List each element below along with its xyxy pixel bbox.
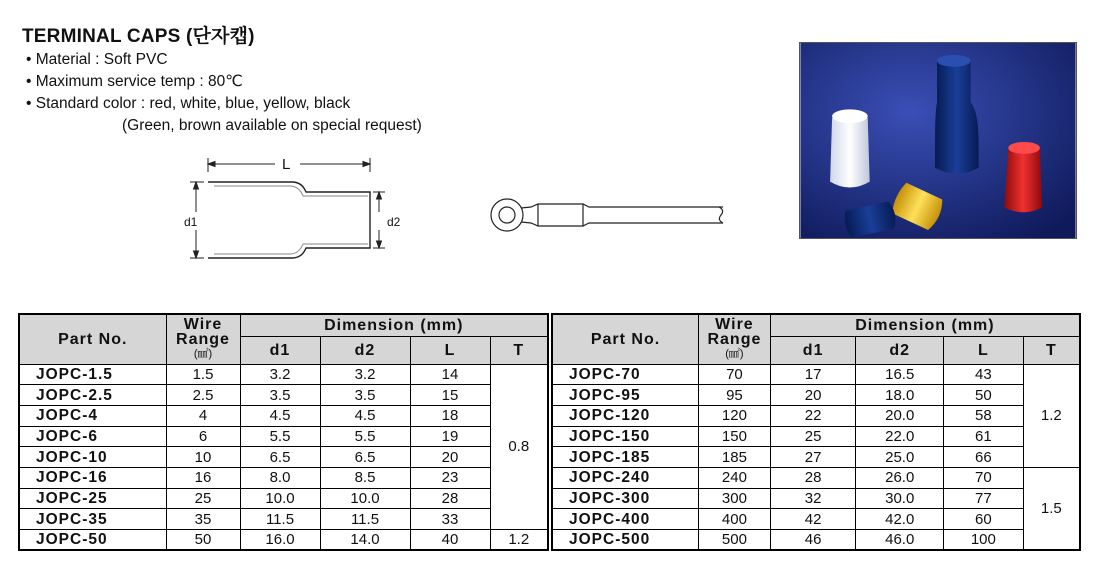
table-row bbox=[19, 488, 548, 509]
cell-d2: 22.0 bbox=[856, 426, 944, 447]
cell-range: 185 bbox=[698, 447, 770, 468]
cell-L: 43 bbox=[944, 364, 1024, 385]
spec-table-left bbox=[18, 313, 549, 551]
table-row bbox=[552, 530, 1080, 551]
header-dimension: Dimension (mm) bbox=[770, 314, 1080, 336]
spec-list bbox=[26, 49, 422, 137]
header-d2: d2 bbox=[320, 336, 410, 364]
label-L: L bbox=[282, 156, 291, 173]
product-photo bbox=[799, 42, 1077, 239]
table-row bbox=[552, 405, 1080, 426]
table-row bbox=[19, 467, 548, 488]
cell-range: 120 bbox=[698, 405, 770, 426]
cell-part: JOPC-400 bbox=[552, 509, 698, 530]
cell-d1: 11.5 bbox=[240, 509, 320, 530]
cell-d1: 8.0 bbox=[240, 467, 320, 488]
cell-d2: 10.0 bbox=[320, 488, 410, 509]
cell-T: 1.2 bbox=[1023, 364, 1080, 467]
cell-L: 77 bbox=[944, 488, 1024, 509]
cell-d1: 4.5 bbox=[240, 405, 320, 426]
spec-color: • Standard color : red, white, blue, yellow, black bbox=[26, 95, 351, 112]
cell-L: 33 bbox=[410, 509, 490, 530]
cell-part: JOPC-150 bbox=[552, 426, 698, 447]
header-wire-range bbox=[166, 314, 240, 364]
cell-L: 18 bbox=[410, 405, 490, 426]
cell-d1: 28 bbox=[770, 467, 856, 488]
cell-d1: 20 bbox=[770, 385, 856, 406]
cell-d2: 25.0 bbox=[856, 447, 944, 468]
header-dimension: Dimension (mm) bbox=[240, 314, 548, 336]
cell-d1: 6.5 bbox=[240, 447, 320, 468]
cell-L: 20 bbox=[410, 447, 490, 468]
cell-part: JOPC-2.5 bbox=[19, 385, 166, 406]
page-title: TERMINAL CAPS (단자캡) bbox=[22, 26, 255, 47]
cell-L: 50 bbox=[944, 385, 1024, 406]
header-L: L bbox=[944, 336, 1024, 364]
cap-dimension-drawing bbox=[180, 150, 420, 275]
label-d2: d2 bbox=[387, 215, 401, 229]
cell-d1: 22 bbox=[770, 405, 856, 426]
cell-L: 19 bbox=[410, 426, 490, 447]
header-unit: (㎟) bbox=[725, 347, 744, 360]
cell-part: JOPC-35 bbox=[19, 509, 166, 530]
cell-d1: 42 bbox=[770, 509, 856, 530]
cell-range: 300 bbox=[698, 488, 770, 509]
cell-L: 61 bbox=[944, 426, 1024, 447]
table-row bbox=[552, 509, 1080, 530]
cell-d2: 46.0 bbox=[856, 530, 944, 551]
cell-L: 28 bbox=[410, 488, 490, 509]
cell-d1: 10.0 bbox=[240, 488, 320, 509]
cell-d2: 18.0 bbox=[856, 385, 944, 406]
header-d1: d1 bbox=[770, 336, 856, 364]
cell-range: 4 bbox=[166, 405, 240, 426]
cell-part: JOPC-185 bbox=[552, 447, 698, 468]
cell-d1: 46 bbox=[770, 530, 856, 551]
cell-d2: 11.5 bbox=[320, 509, 410, 530]
cell-d1: 3.5 bbox=[240, 385, 320, 406]
spec-material: • Material : Soft PVC bbox=[26, 51, 168, 68]
table-row bbox=[552, 488, 1080, 509]
cell-d2: 3.5 bbox=[320, 385, 410, 406]
cell-part: JOPC-1.5 bbox=[19, 364, 166, 385]
header-unit: (㎟) bbox=[193, 347, 213, 360]
cell-part: JOPC-500 bbox=[552, 530, 698, 551]
table-row bbox=[19, 530, 548, 551]
table-row bbox=[552, 447, 1080, 468]
table-row bbox=[19, 509, 548, 530]
header-wire: Wire bbox=[715, 315, 754, 333]
cell-part: JOPC-4 bbox=[19, 405, 166, 426]
cell-range: 35 bbox=[166, 509, 240, 530]
cell-d2: 5.5 bbox=[320, 426, 410, 447]
cell-part: JOPC-50 bbox=[19, 530, 166, 551]
cell-range: 2.5 bbox=[166, 385, 240, 406]
cell-range: 240 bbox=[698, 467, 770, 488]
cell-part: JOPC-70 bbox=[552, 364, 698, 385]
cell-part: JOPC-6 bbox=[19, 426, 166, 447]
white-cap bbox=[830, 109, 870, 187]
cell-range: 500 bbox=[698, 530, 770, 551]
header-T: T bbox=[1023, 336, 1080, 364]
cell-L: 40 bbox=[410, 530, 490, 551]
cell-L: 100 bbox=[944, 530, 1024, 551]
table-row bbox=[19, 364, 548, 385]
cell-d1: 32 bbox=[770, 488, 856, 509]
cell-range: 150 bbox=[698, 426, 770, 447]
cell-d2: 20.0 bbox=[856, 405, 944, 426]
cell-part: JOPC-10 bbox=[19, 447, 166, 468]
table-row bbox=[552, 364, 1080, 385]
table-row bbox=[552, 385, 1080, 406]
table-row bbox=[552, 426, 1080, 447]
header-T: T bbox=[490, 336, 548, 364]
spec-note: (Green, brown available on special request) bbox=[122, 117, 422, 134]
cell-range: 95 bbox=[698, 385, 770, 406]
cell-d1: 5.5 bbox=[240, 426, 320, 447]
table-row bbox=[19, 447, 548, 468]
cell-L: 60 bbox=[944, 509, 1024, 530]
cell-part: JOPC-120 bbox=[552, 405, 698, 426]
header-part-no: Part No. bbox=[552, 314, 698, 364]
cell-d1: 17 bbox=[770, 364, 856, 385]
cell-L: 15 bbox=[410, 385, 490, 406]
label-d1: d1 bbox=[184, 215, 198, 229]
table-row bbox=[19, 405, 548, 426]
cell-range: 50 bbox=[166, 530, 240, 551]
cell-d1: 27 bbox=[770, 447, 856, 468]
cell-d2: 30.0 bbox=[856, 488, 944, 509]
cell-d2: 42.0 bbox=[856, 509, 944, 530]
table-row bbox=[552, 467, 1080, 488]
cell-range: 400 bbox=[698, 509, 770, 530]
cell-d2: 3.2 bbox=[320, 364, 410, 385]
header-wire: Wire bbox=[183, 315, 223, 333]
cell-L: 66 bbox=[944, 447, 1024, 468]
cell-T: 0.8 bbox=[490, 364, 548, 530]
cell-d2: 4.5 bbox=[320, 405, 410, 426]
cell-part: JOPC-25 bbox=[19, 488, 166, 509]
cell-part: JOPC-240 bbox=[552, 467, 698, 488]
header-d1: d1 bbox=[240, 336, 320, 364]
red-cap bbox=[1004, 142, 1042, 212]
header-range: Range bbox=[707, 330, 762, 348]
cell-d2: 16.5 bbox=[856, 364, 944, 385]
cell-T: 1.2 bbox=[490, 530, 548, 551]
cell-L: 58 bbox=[944, 405, 1024, 426]
spec-table-right bbox=[551, 313, 1081, 551]
cell-range: 16 bbox=[166, 467, 240, 488]
terminal-lug-drawing bbox=[483, 190, 733, 240]
header-L: L bbox=[410, 336, 490, 364]
cell-range: 1.5 bbox=[166, 364, 240, 385]
cell-range: 25 bbox=[166, 488, 240, 509]
cell-part: JOPC-300 bbox=[552, 488, 698, 509]
cell-part: JOPC-16 bbox=[19, 467, 166, 488]
cell-L: 70 bbox=[944, 467, 1024, 488]
table-row bbox=[19, 426, 548, 447]
cell-range: 70 bbox=[698, 364, 770, 385]
cell-d1: 16.0 bbox=[240, 530, 320, 551]
cell-d1: 3.2 bbox=[240, 364, 320, 385]
cell-d1: 25 bbox=[770, 426, 856, 447]
table-row bbox=[19, 385, 548, 406]
header-range: Range bbox=[176, 330, 230, 348]
cell-d2: 6.5 bbox=[320, 447, 410, 468]
cell-L: 14 bbox=[410, 364, 490, 385]
cell-part: JOPC-95 bbox=[552, 385, 698, 406]
cell-T: 1.5 bbox=[1023, 467, 1080, 550]
header-wire-range bbox=[698, 314, 770, 364]
header-part-no: Part No. bbox=[19, 314, 166, 364]
cell-d2: 26.0 bbox=[856, 467, 944, 488]
header-d2: d2 bbox=[856, 336, 944, 364]
spec-temperature: • Maximum service temp : 80℃ bbox=[26, 73, 243, 90]
cell-range: 6 bbox=[166, 426, 240, 447]
cell-d2: 8.5 bbox=[320, 467, 410, 488]
cell-d2: 14.0 bbox=[320, 530, 410, 551]
cell-L: 23 bbox=[410, 467, 490, 488]
cell-range: 10 bbox=[166, 447, 240, 468]
